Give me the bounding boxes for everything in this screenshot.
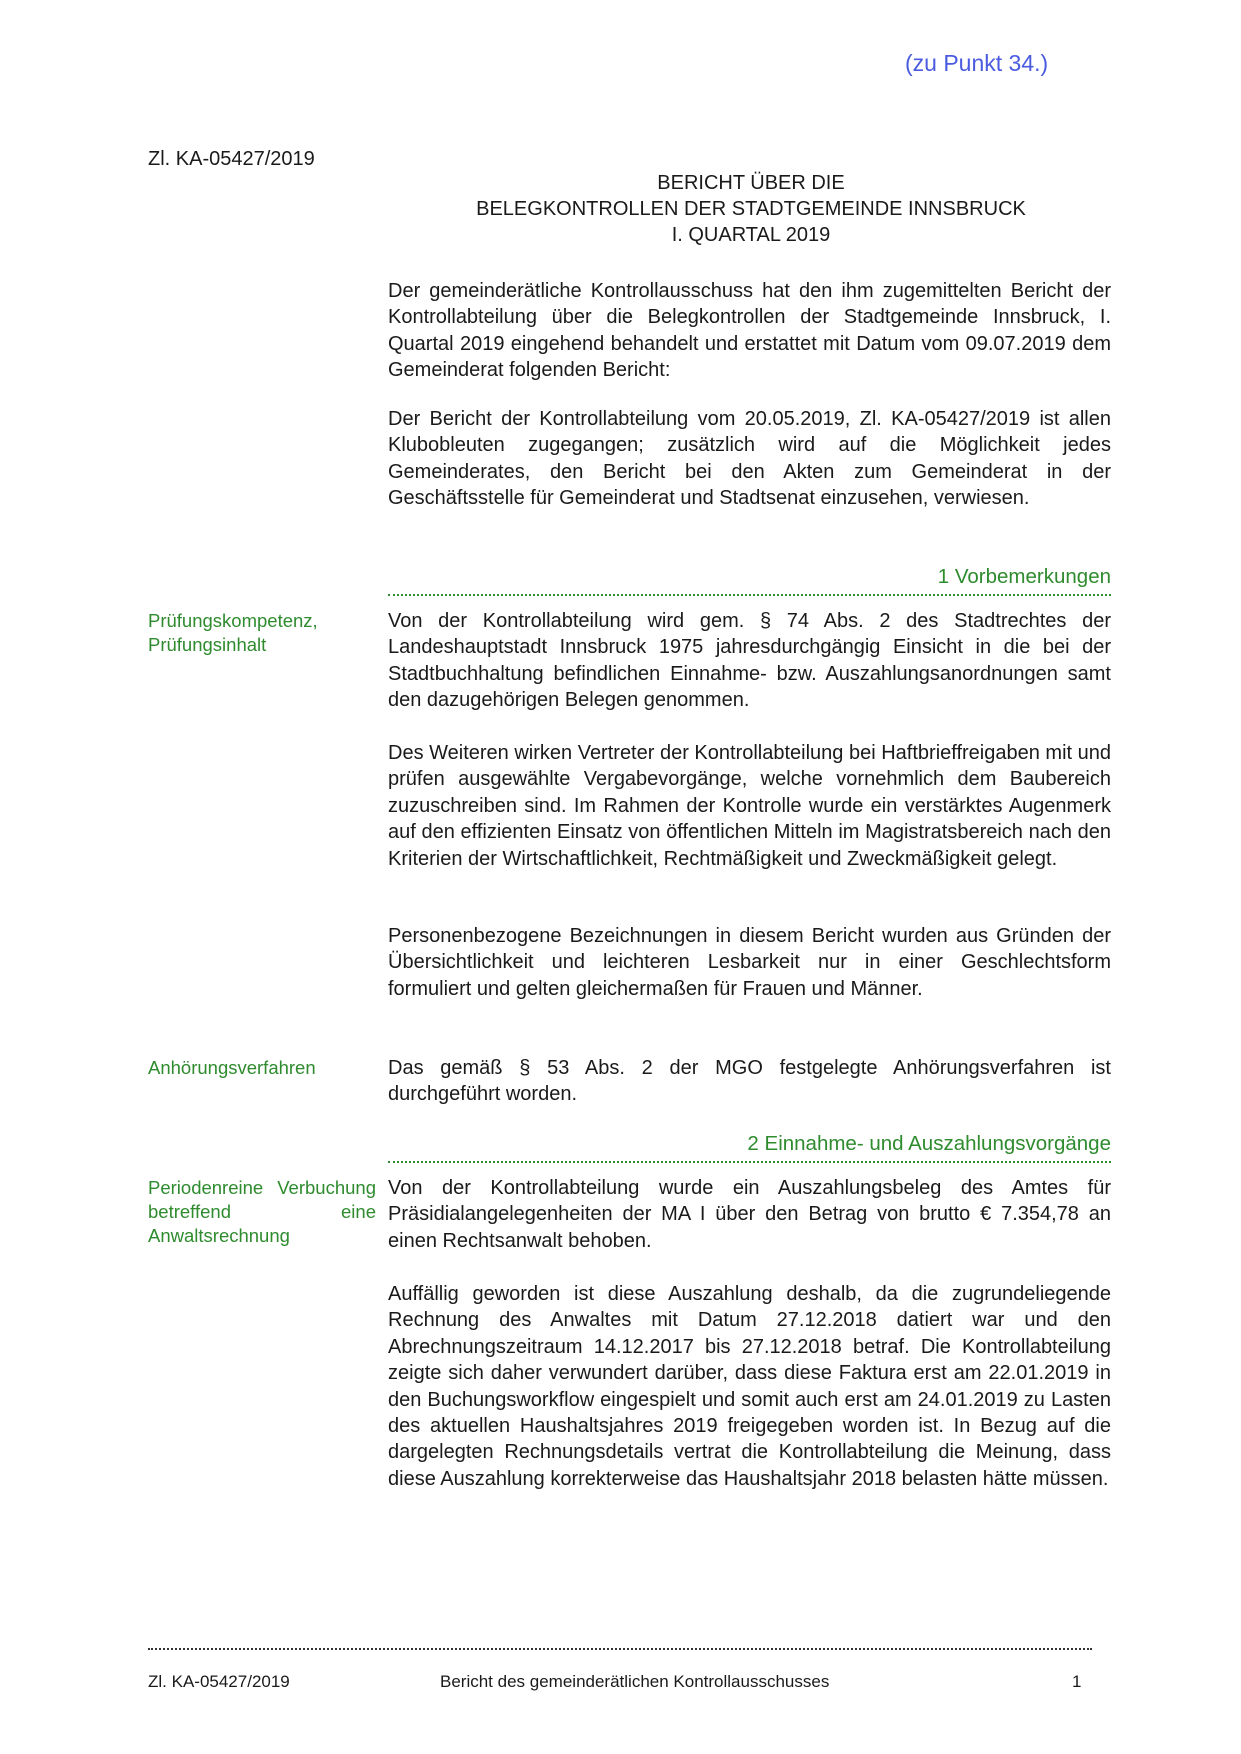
page-number: 1 <box>1072 1672 1082 1691</box>
section-2-paragraph-2: Auffällig geworden ist diese Auszahlung deshalb, da die zugrundeliegende Rechnung des Anwaltes mit Datum 27.12.2018 datiert war und den Abrechnungszeitraum 14.12.2017 bis 27.12.2018 betraf. Die Kontrollabteilung zeigte sich daher verwundert darüber, dass diese Faktura erst am 22.01.2019 in den Buchungsworkflow eingespielt und somit auch erst am 24.01.2019 zu Lasten des aktuellen Haushaltsjahres 2019 freigegeben worden ist. In Bezug auf die dargelegten Rechnungsdetails vertrat die Kontrollabteilung die Meinung, dass diese Auszahlung korrekterweise das Haushaltsjahr 2018 belasten hätte müssen. <box>388 1283 1111 1490</box>
section-1-paragraph-2: Des Weiteren wirken Vertreter der Kontrollabteilung bei Haftbrieffreigaben mit und prüfen ausgewählte Vergabevorgänge, welche vornehmlich dem Baubereich zuzuschreiben sind. Im Rahmen der Kontrolle wurde ein verstärktes Augenmerk auf den effizienten Einsatz von öffentlichen Mitteln im Magistratsbereich nach den Kriterien der Wirtschaftlichkeit, Rechtmäßigkeit und Zweckmäßigkeit gelegt. <box>388 742 1111 870</box>
margin-note-pruefungskompetenz: Prüfungskompetenz, Prüfungsinhalt <box>148 610 318 655</box>
section-1-paragraph-4: Das gemäß § 53 Abs. 2 der MGO festgelegte Anhörungsverfahren ist durchgeführt worden. <box>388 1057 1111 1106</box>
section-1-heading: 1 Vorbemerkungen <box>937 565 1111 588</box>
reference-number: Zl. KA-05427/2019 <box>148 148 315 170</box>
section-1-paragraph-3: Personenbezogene Bezeichnungen in diesem Bericht wurden aus Gründen der Übersichtlichkeit und leichteren Lesbarkeit nur in einer Geschlechtsform formuliert und gelten gleichermaßen für Frauen und Männer. <box>388 925 1111 1000</box>
report-title-line-1: BERICHT ÜBER DIE <box>657 172 845 194</box>
section-1-paragraph-1: Von der Kontrollabteilung wird gem. § 74 Abs. 2 des Stadtrechtes der Landeshauptstadt Innsbruck 1975 jahresdurchgängig Einsicht in die bei der Stadtbuchhaltung befindlichen Einnahme- bzw. Auszahlungsanordnungen samt den dazugehörigen Belegen genommen. <box>388 610 1111 712</box>
section-2-paragraph-1: Von der Kontrollabteilung wurde ein Auszahlungsbeleg des Amtes für Präsidialangelegenheiten der MA I über den Betrag von brutto € 7.354,78 an einen Rechtsanwalt behoben. <box>388 1177 1111 1252</box>
report-title-line-3: I. QUARTAL 2019 <box>671 224 831 246</box>
report-title-line-2: BELEGKONTROLLEN DER STADTGEMEINDE INNSBRUCK <box>476 198 1026 220</box>
agenda-item-note: (zu Punkt 34.) <box>905 50 1049 76</box>
intro-paragraph-2: Der Bericht der Kontrollabteilung vom 20.05.2019, Zl. KA-05427/2019 ist allen Klubobleuten zugegangen; zusätzlich wird auf die Möglichkeit jedes Gemeinderates, den Bericht bei den Akten zum Gemeinderat in der Geschäftsstelle für Gemeinderat und Stadtsenat einzusehen, verwiesen. <box>388 408 1111 510</box>
footer-divider <box>148 1648 1092 1650</box>
section-1-divider <box>388 594 1111 596</box>
footer-reference: Zl. KA-05427/2019 <box>148 1672 290 1691</box>
section-2-heading: 2 Einnahme- und Auszahlungsvorgänge <box>747 1132 1111 1155</box>
margin-note-periodenreine-verbuchung: Periodenreine Verbuchung betreffend eine Anwaltsrechnung <box>148 1177 376 1246</box>
footer-title: Bericht des gemeinderätlichen Kontrollausschusses <box>440 1672 830 1691</box>
intro-paragraph-1: Der gemeinderätliche Kontrollausschuss hat den ihm zugemittelten Bericht der Kontrollabteilung über die Belegkontrollen der Stadtgemeinde Innsbruck, I. Quartal 2019 eingehend behandelt und erstattet mit Datum vom 09.07.2019 dem Gemeinderat folgenden Bericht: <box>388 280 1111 382</box>
section-2-divider <box>388 1161 1111 1163</box>
margin-note-anhoerungsverfahren: Anhörungsverfahren <box>148 1057 316 1078</box>
